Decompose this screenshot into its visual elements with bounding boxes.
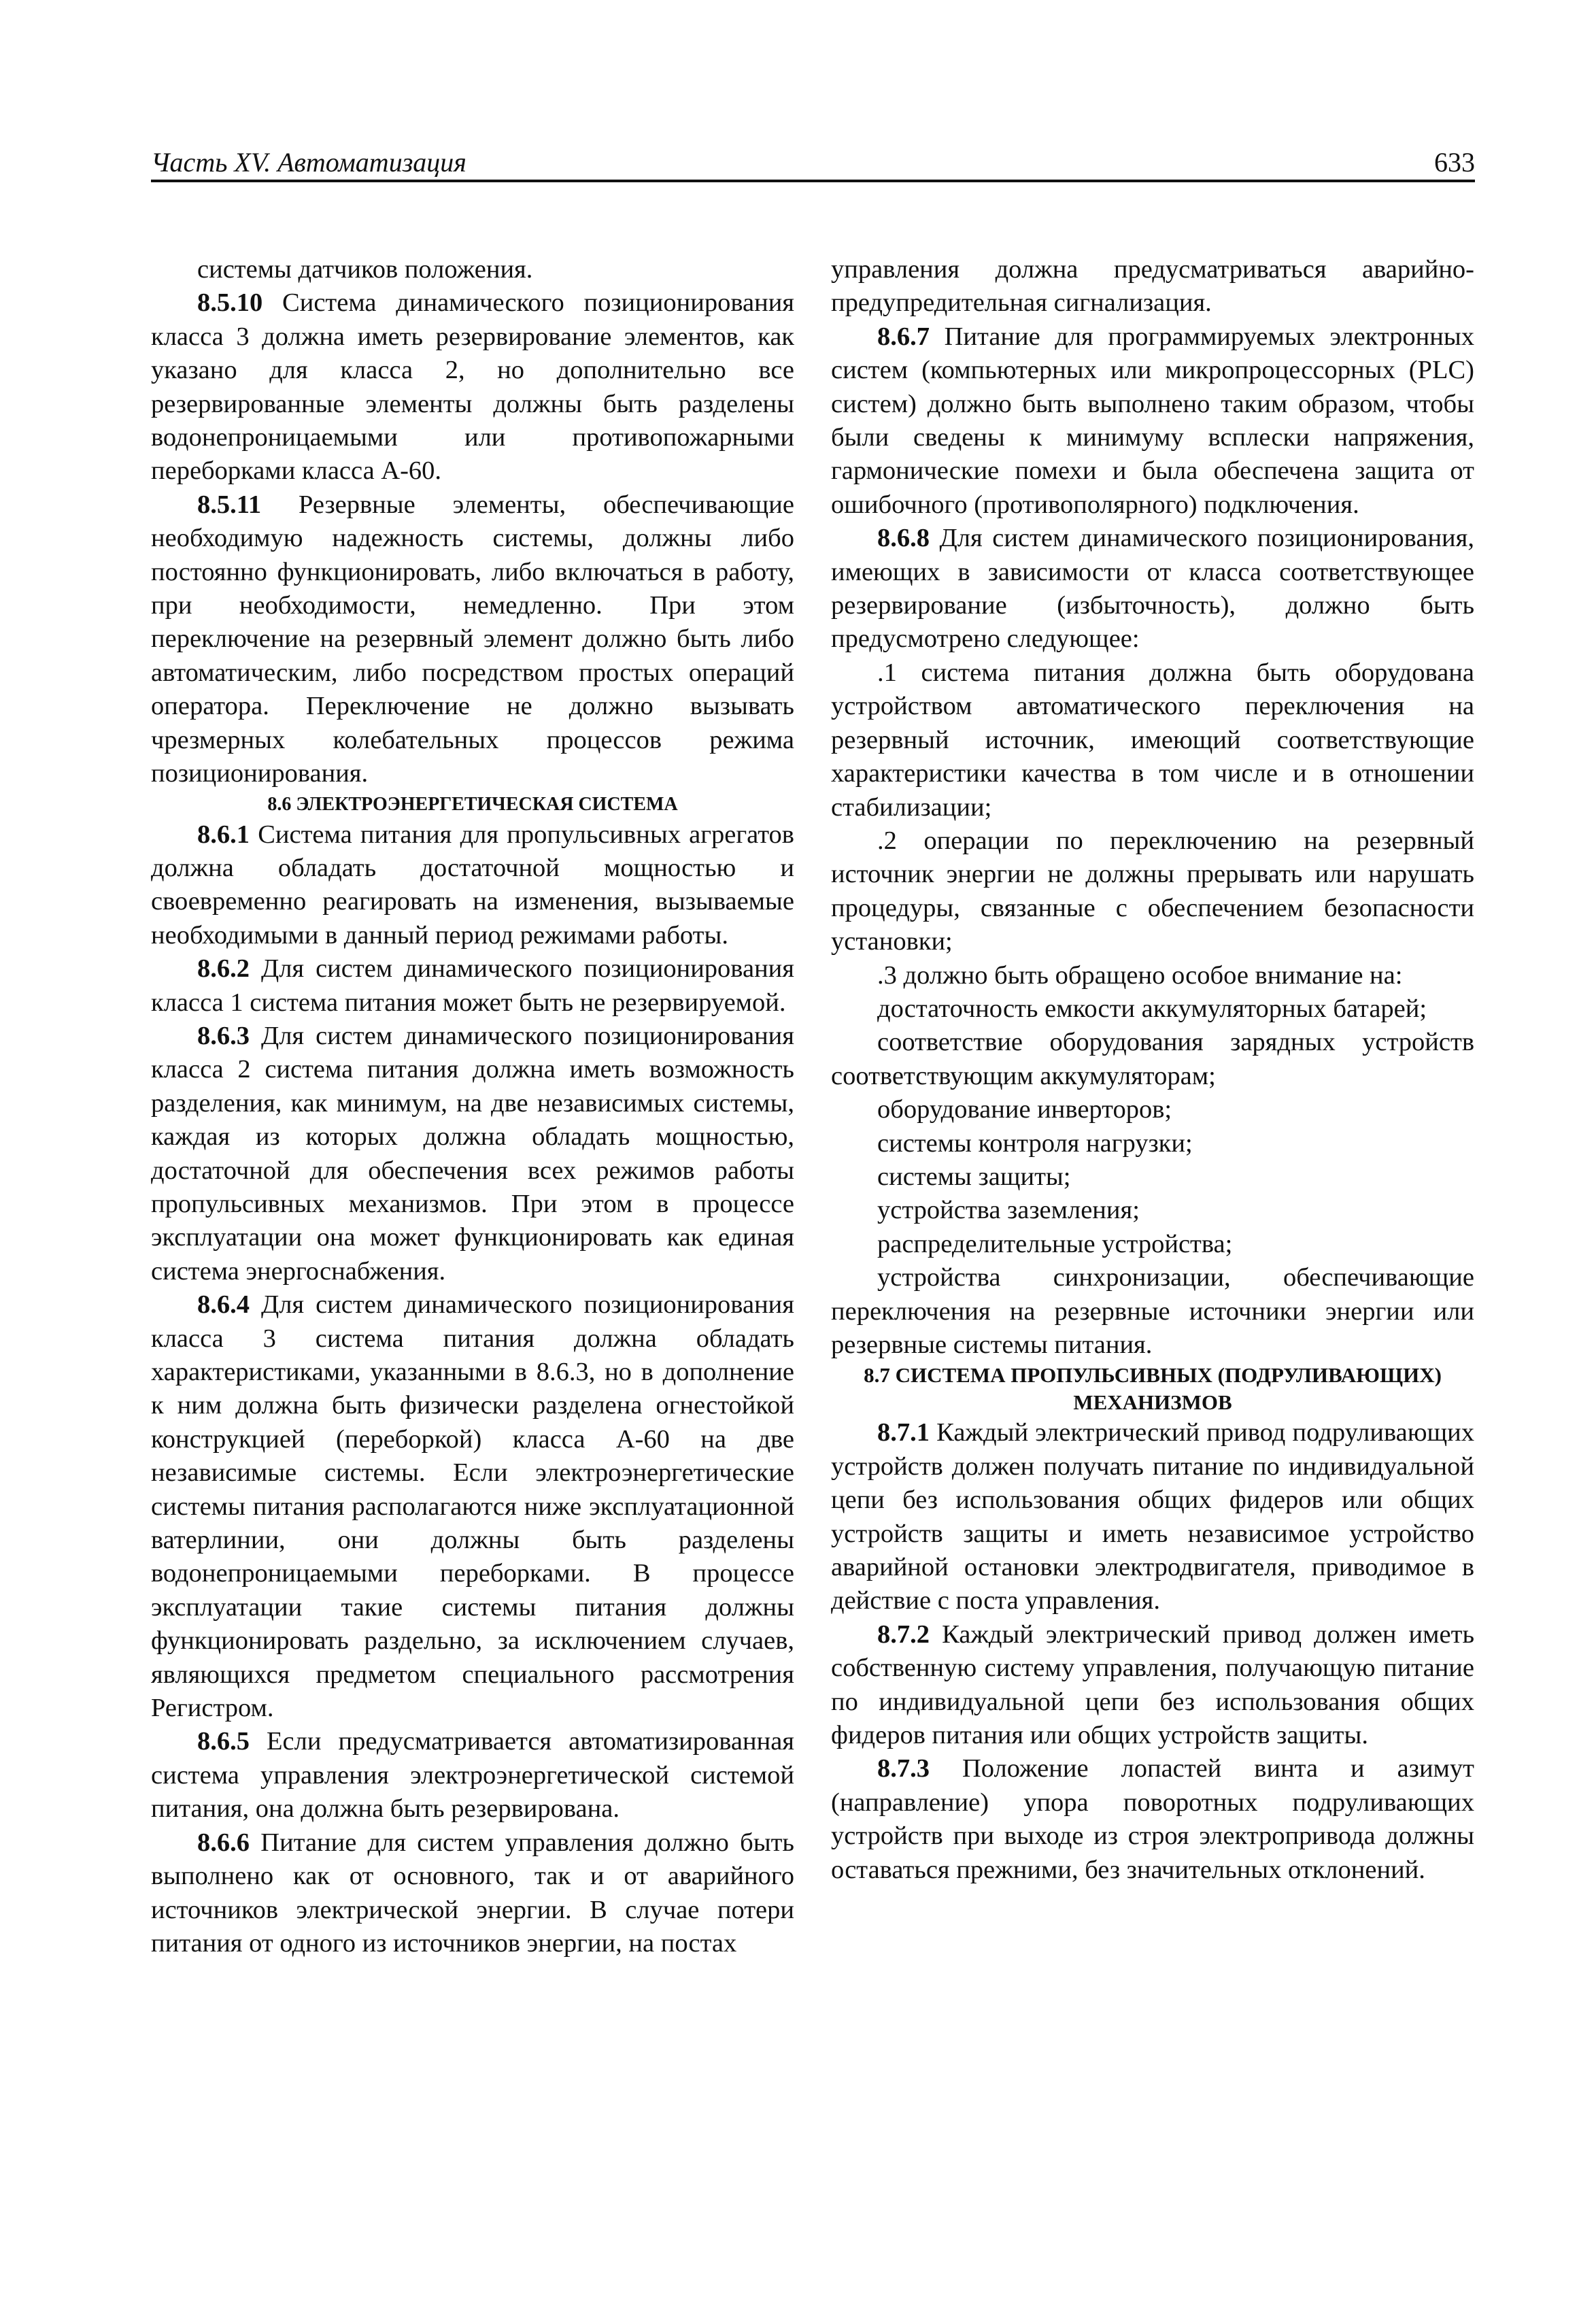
clause-text: Положение лопастей винта и азимут (направление) упора поворотных подруливающих устройств при выходе из строя электропривода должны оставаться прежними, без значительных отклонений.	[831, 1754, 1474, 1884]
clause-number: 8.7.1	[877, 1418, 930, 1447]
clause-number: 8.7.3	[877, 1754, 930, 1783]
right-column	[831, 253, 1474, 1887]
running-header	[151, 146, 1475, 182]
clause-text: Если предусматривается автоматизированная система управления электроэнергетической системой питания, она должна быть резервирована.	[151, 1727, 794, 1824]
paragraph	[151, 1826, 794, 1961]
section-heading-line: МЕХАНИЗМОВ	[1073, 1390, 1232, 1415]
sub-list-item: распределительные устройства;	[877, 1229, 1233, 1258]
clause-text: Питание для программируемых электронных систем (компьютерных или микропроцессорных (PLC) систем) должно быть выполнено таким образом, чтобы были сведены к минимуму всплески напряжения, гармонические помехи и была обеспечена защита от ошибочного (противополярного) подключения.	[831, 322, 1474, 519]
paragraph	[831, 320, 1474, 522]
paragraph	[831, 1416, 1474, 1617]
clause-number: 8.6.2	[197, 954, 250, 984]
sub-list-item: достаточность емкости аккумуляторных батарей;	[877, 994, 1427, 1023]
clause-number: 8.6.5	[197, 1727, 250, 1756]
sub-list-item: системы защиты;	[877, 1162, 1071, 1191]
section-heading: 8.6 ЭЛЕКТРОЭНЕРГЕТИЧЕСКАЯ СИСТЕМА	[267, 793, 678, 815]
clause-number: 8.6.1	[197, 820, 250, 849]
paragraph	[831, 1618, 1474, 1753]
paragraph: управления должна предусматриваться аварийно-предупредительная сигнализация.	[831, 255, 1474, 318]
clause-number: 8.6.6	[197, 1828, 250, 1857]
left-column	[151, 253, 794, 1960]
paragraph	[151, 1020, 794, 1288]
paragraph	[151, 952, 794, 1020]
clause-number: 8.5.10	[197, 288, 263, 318]
clause-number: 8.7.2	[877, 1620, 930, 1649]
header-rule	[151, 180, 1475, 182]
list-item: .1 система питания должна быть оборудована устройством автоматического переключения на резервный источник, имеющий соответствующие характеристики качества в том числе и в отношении стабилизации;	[831, 658, 1474, 822]
paragraph	[831, 1752, 1474, 1887]
running-header-title: Часть XV. Автоматизация	[151, 147, 466, 178]
clause-text: Каждый электрический привод должен иметь собственную систему управления, получающую питание по индивидуальной цепи без использования общих фидеров питания или общих устройств защиты.	[831, 1620, 1474, 1750]
clause-number: 8.6.4	[197, 1290, 250, 1320]
section-heading	[831, 1362, 1474, 1416]
clause-text: Для систем динамического позиционирования, имеющих в зависимости от класса соответствующее резервирование (избыточность), должно быть предусмотрено следующее:	[831, 524, 1474, 654]
section-heading-line: 8.7 СИСТЕМА ПРОПУЛЬСИВНЫХ (ПОДРУЛИВАЮЩИХ)	[864, 1363, 1442, 1388]
clause-text: Для систем динамического позиционирования класса 3 система питания должна обладать характеристиками, указанными в 8.6.3, но в дополнение к ним должна быть физически разделена огнестойкой конструкцией (переборкой) класса А-60 на две независимые системы. Если электроэнергетические системы питания располагаются ниже эксплуатационной ватерлинии, они должны быть разделены водонепроницаемыми переборками. В процессе эксплуатации такие системы питания должны функционировать раздельно, за исключением случаев, являющихся предметом специального рассмотрения Регистром.	[151, 1290, 794, 1723]
page-number: 633	[1434, 147, 1475, 178]
paragraph	[151, 286, 794, 488]
list-item: .3 должно быть обращено особое внимание на:	[877, 960, 1403, 990]
clause-text: Для систем динамического позиционирования класса 1 система питания может быть не резервируемой.	[151, 954, 794, 1017]
list-item: .2 операции по переключению на резервный источник энергии не должны прерывать или нарушать процедуры, связанные с обеспечением безопасности установки;	[831, 826, 1474, 956]
paragraph	[831, 522, 1474, 656]
clause-number: 8.6.3	[197, 1021, 250, 1050]
clause-text: Резервные элементы, обеспечивающие необходимую надежность системы, должны либо постоянно функционировать, либо включаться в работу, при необходимости, немедленно. При этом переключение на резервный элемент должно быть либо автоматическим, либо посредством простых операций оператора. Переключение не должно вызывать чрезмерных колебательных процессов режима позиционирования.	[151, 490, 794, 788]
clause-text: Питание для систем управления должно быть выполнено как от основного, так и от аварийного источников электрической энергии. В случае потери питания от одного из источников энергии, на постах	[151, 1828, 794, 1958]
clause-text: Система питания для пропульсивных агрегатов должна обладать достаточной мощностью и своевременно реагировать на изменения, вызываемые необходимыми в данный период режимами работы.	[151, 820, 794, 950]
clause-number: 8.6.7	[877, 322, 930, 351]
clause-text: Для систем динамического позиционирования класса 2 система питания должна иметь возможность разделения, как минимум, на две независимых системы, каждая из которых должна обладать мощностью, достаточной для обеспечения всех режимов работы пропульсивных механизмов. При этом в процессе эксплуатации она может функционировать как единая система энергоснабжения.	[151, 1021, 794, 1286]
sub-list-item: оборудование инверторов;	[877, 1095, 1172, 1124]
paragraph: системы датчиков положения.	[197, 255, 533, 284]
clause-number: 8.6.8	[877, 524, 930, 553]
sub-list-item: системы контроля нагрузки;	[877, 1128, 1193, 1158]
paragraph	[151, 818, 794, 953]
clause-text: Каждый электрический привод подруливающих устройств должен получать питание по индивидуальной цепи без использования общих фидеров или общих устройств защиты и иметь независимое устройство аварийной остановки электродвигателя, приводимое в действие с поста управления.	[831, 1418, 1474, 1615]
clause-text: Система динамического позиционирования класса 3 должна иметь резервирование элементов, как указано для класса 2, но дополнительно все резервированные элементы должны быть разделены водонепроницаемыми или противопожарными переборками класса А-60.	[151, 288, 794, 486]
paragraph	[151, 1725, 794, 1826]
paragraph	[151, 1288, 794, 1725]
sub-list-item: устройства заземления;	[877, 1196, 1140, 1225]
sub-list-item: соответствие оборудования зарядных устройств соответствующим аккумуляторам;	[831, 1028, 1474, 1090]
clause-number: 8.5.11	[197, 490, 262, 519]
paragraph	[151, 488, 794, 791]
sub-list-item: устройства синхронизации, обеспечивающие переключения на резервные источники энергии или резервные системы питания.	[831, 1263, 1474, 1359]
